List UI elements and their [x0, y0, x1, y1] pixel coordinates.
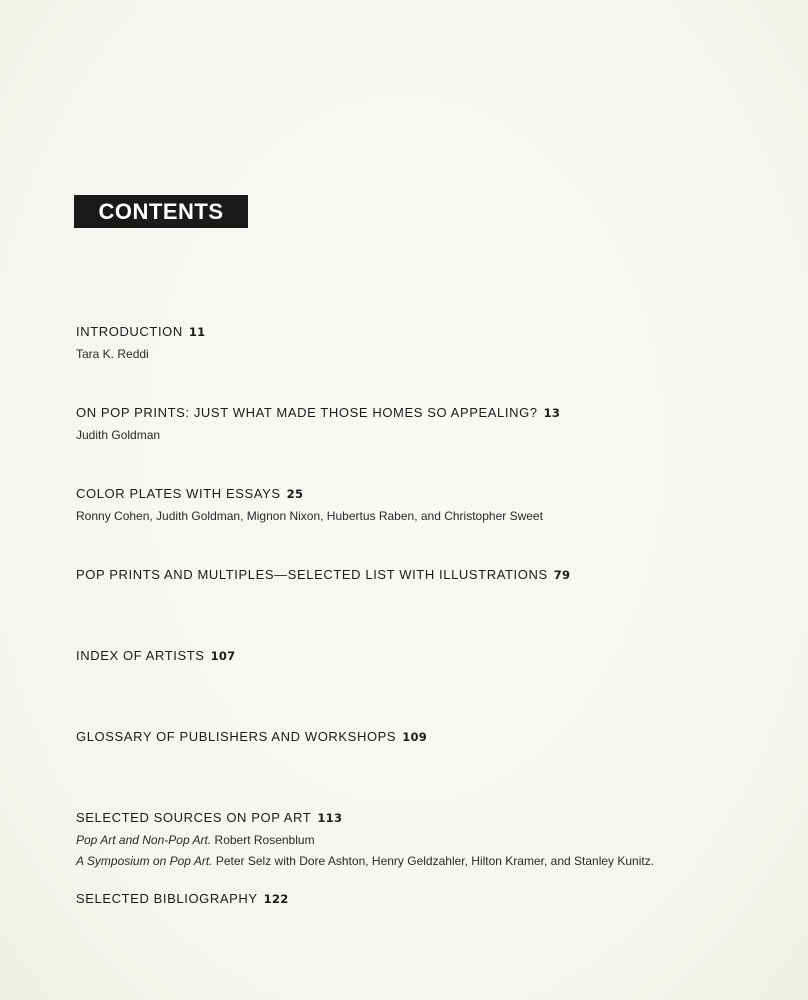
- toc-entry-page-number: 11: [188, 325, 206, 339]
- toc-entry-heading: [76, 728, 768, 746]
- toc-entry-introduction: [76, 323, 768, 362]
- toc-entry-title: SELECTED BIBLIOGRAPHY: [76, 891, 258, 906]
- toc-entry-title: INTRODUCTION: [76, 324, 183, 339]
- toc-entry-heading: [76, 404, 768, 422]
- toc-entry-glossary: [76, 728, 768, 746]
- toc-entry-title: ON POP PRINTS: JUST WHAT MADE THOSE HOMES SO APPEALING?: [76, 405, 538, 420]
- toc-entry-page-number: 107: [210, 649, 236, 663]
- toc-entry-selected-bibliography: [76, 890, 768, 908]
- toc-entry-heading: [76, 485, 768, 503]
- toc-entry-heading: [76, 809, 768, 827]
- contents-heading: CONTENTS: [74, 195, 248, 228]
- toc-entry-title: COLOR PLATES WITH ESSAYS: [76, 486, 281, 501]
- toc-entry-page-number: 79: [553, 568, 571, 582]
- toc-entry-pop-prints-multiples: [76, 566, 768, 584]
- toc-entry-subitem: A Symposium on Pop Art. Peter Selz with Dore Ashton, Henry Geldzahler, Hilton Kramer, and Stanley Kunitz.: [76, 854, 655, 868]
- toc-entry-page-number: 13: [543, 406, 561, 420]
- toc-entry-index-of-artists: [76, 647, 768, 665]
- toc-entry-heading: [76, 566, 768, 584]
- toc-entry-title: POP PRINTS AND MULTIPLES—SELECTED LIST WITH ILLUSTRATIONS: [76, 567, 548, 582]
- toc-entry-heading: [76, 323, 768, 341]
- toc-entry-author: Ronny Cohen, Judith Goldman, Mignon Nixon, Hubertus Raben, and Christopher Sweet: [76, 509, 543, 523]
- toc-entry-page-number: 122: [263, 892, 289, 906]
- toc-entry-author: Judith Goldman: [76, 428, 161, 442]
- toc-entry-color-plates: [76, 485, 768, 524]
- toc-entry-selected-sources: [76, 809, 768, 869]
- toc-entry-title: INDEX OF ARTISTS: [76, 648, 205, 663]
- toc-entry-subitem: Pop Art and Non-Pop Art. Robert Rosenblum: [76, 833, 315, 847]
- toc-entry-page-number: 113: [317, 811, 343, 825]
- toc-entry-title: SELECTED SOURCES ON POP ART: [76, 810, 312, 825]
- toc-entry-heading: [76, 647, 768, 665]
- toc-entry-heading: [76, 890, 768, 908]
- toc-entry-author: Tara K. Reddi: [76, 347, 149, 361]
- toc-entry-on-pop-prints: [76, 404, 768, 443]
- toc-entry-page-number: 109: [402, 730, 428, 744]
- toc-entry-title: GLOSSARY OF PUBLISHERS AND WORKSHOPS: [76, 729, 397, 744]
- toc-entry-page-number: 25: [286, 487, 304, 501]
